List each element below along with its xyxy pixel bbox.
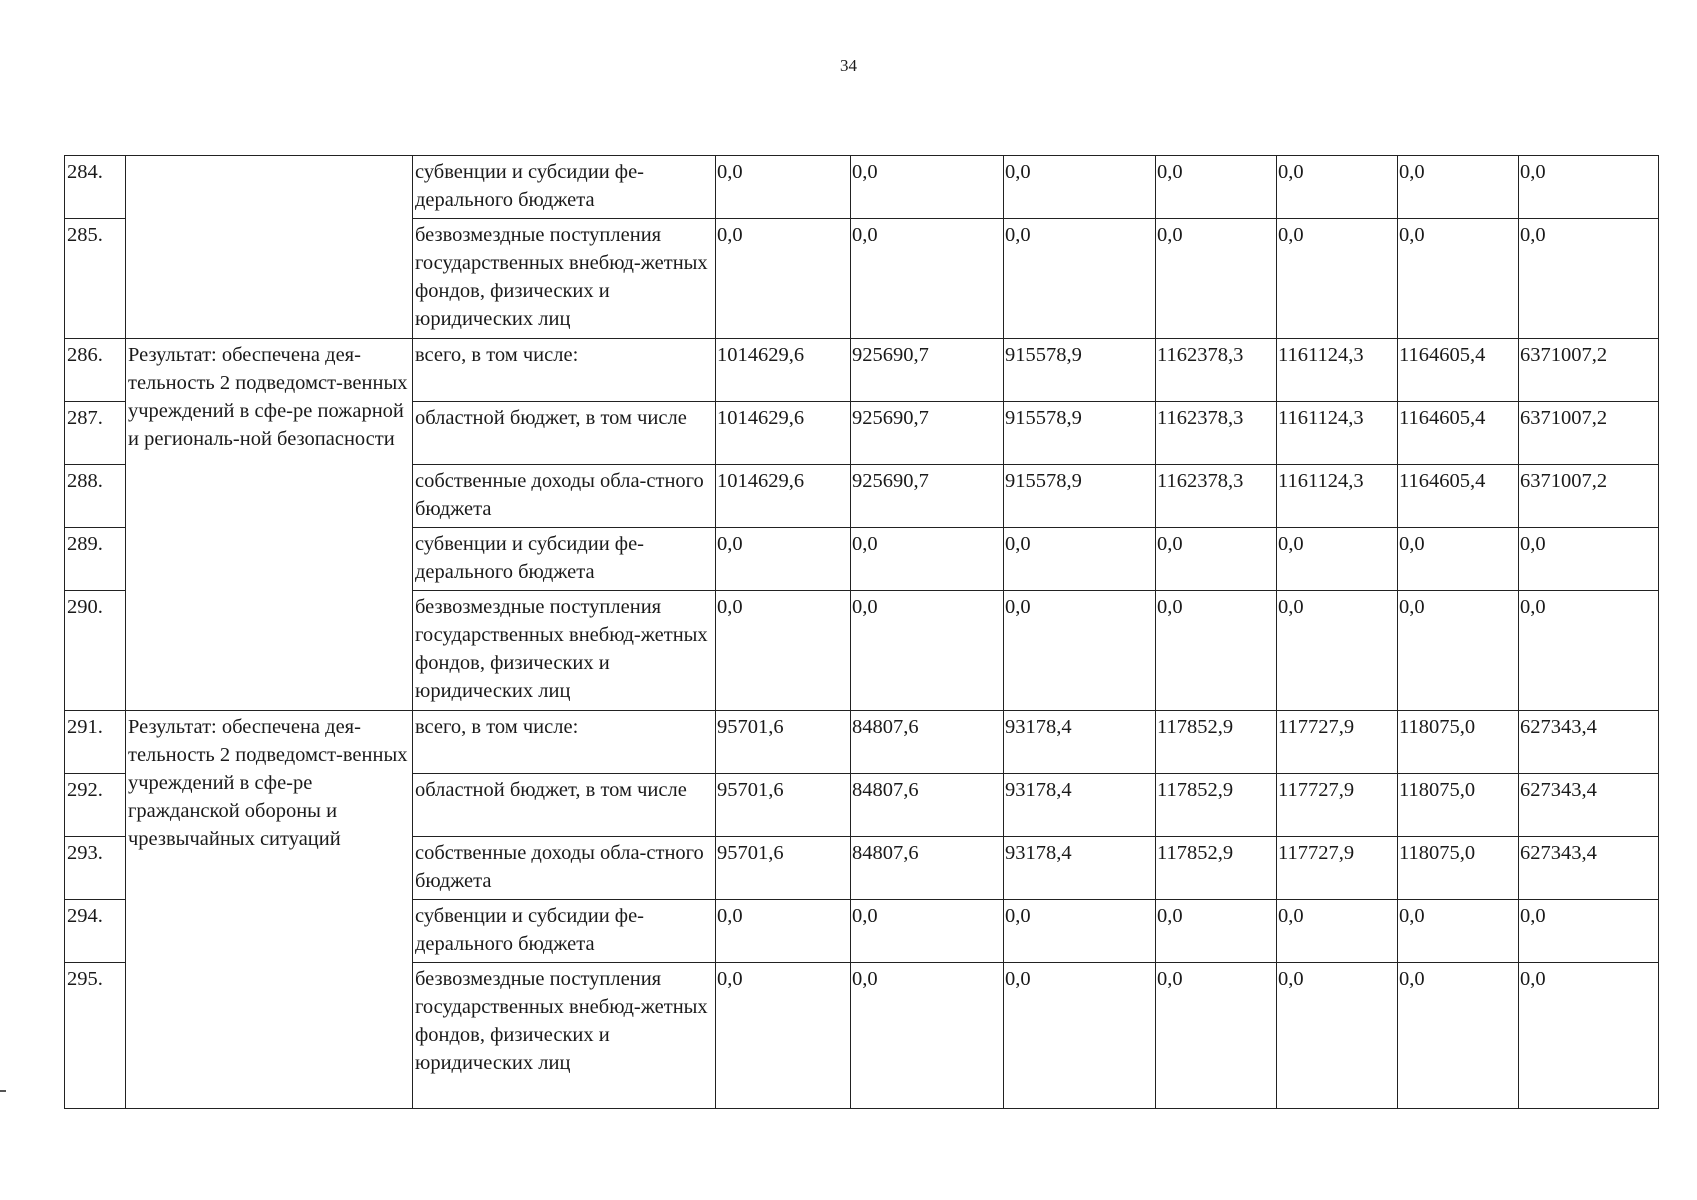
funding-source: всего, в том числе: xyxy=(413,339,716,402)
value-cell: 627343,4 xyxy=(1519,711,1659,774)
result-cell-empty xyxy=(126,156,413,339)
result-description: Результат: обеспечена дея-тельность 2 подведомст-венных учреждений в сфе-ре пожарной и региональ-ной безопасности xyxy=(126,339,413,711)
scan-margin-mark xyxy=(0,1090,6,1092)
value-cell: 925690,7 xyxy=(851,465,1004,528)
value-cell: 117727,9 xyxy=(1277,837,1398,900)
value-cell: 0,0 xyxy=(1004,900,1156,963)
value-cell: 0,0 xyxy=(1519,156,1659,219)
value-cell: 0,0 xyxy=(1277,528,1398,591)
value-cell: 0,0 xyxy=(716,963,851,1109)
value-cell: 0,0 xyxy=(851,156,1004,219)
value-cell: 117727,9 xyxy=(1277,774,1398,837)
value-cell: 0,0 xyxy=(1156,591,1277,711)
budget-table xyxy=(64,155,1659,1109)
value-cell: 1162378,3 xyxy=(1156,465,1277,528)
value-cell: 117727,9 xyxy=(1277,711,1398,774)
value-cell: 118075,0 xyxy=(1398,837,1519,900)
value-cell: 0,0 xyxy=(1277,219,1398,339)
funding-source: собственные доходы обла-стного бюджета xyxy=(413,465,716,528)
value-cell: 1164605,4 xyxy=(1398,402,1519,465)
funding-source: субвенции и субсидии фе-дерального бюджета xyxy=(413,900,716,963)
row-number: 287. xyxy=(65,402,126,465)
row-number: 292. xyxy=(65,774,126,837)
funding-source: безвозмездные поступления государственных внебюд-жетных фондов, физических и юридических лиц xyxy=(413,219,716,339)
funding-source: безвозмездные поступления государственных внебюд-жетных фондов, физических и юридических лиц xyxy=(413,963,716,1109)
value-cell: 0,0 xyxy=(1277,156,1398,219)
value-cell: 84807,6 xyxy=(851,774,1004,837)
value-cell: 627343,4 xyxy=(1519,837,1659,900)
value-cell: 0,0 xyxy=(1398,591,1519,711)
funding-source: всего, в том числе: xyxy=(413,711,716,774)
funding-source: областной бюджет, в том числе xyxy=(413,774,716,837)
value-cell: 0,0 xyxy=(716,219,851,339)
value-cell: 0,0 xyxy=(1004,219,1156,339)
value-cell: 0,0 xyxy=(1519,591,1659,711)
value-cell: 0,0 xyxy=(851,219,1004,339)
value-cell: 0,0 xyxy=(1398,963,1519,1109)
value-cell: 0,0 xyxy=(851,591,1004,711)
value-cell: 117852,9 xyxy=(1156,711,1277,774)
value-cell: 0,0 xyxy=(1156,219,1277,339)
value-cell: 1161124,3 xyxy=(1277,339,1398,402)
value-cell: 915578,9 xyxy=(1004,339,1156,402)
value-cell: 117852,9 xyxy=(1156,774,1277,837)
value-cell: 925690,7 xyxy=(851,339,1004,402)
result-description: Результат: обеспечена дея-тельность 2 подведомст-венных учреждений в сфе-ре гражданской обороны и чрезвычайных ситуаций xyxy=(126,711,413,1109)
value-cell: 0,0 xyxy=(1156,528,1277,591)
funding-source: безвозмездные поступления государственных внебюд-жетных фондов, физических и юридических лиц xyxy=(413,591,716,711)
value-cell: 0,0 xyxy=(1004,528,1156,591)
value-cell: 1164605,4 xyxy=(1398,339,1519,402)
page-number: 34 xyxy=(840,56,857,75)
value-cell: 117852,9 xyxy=(1156,837,1277,900)
value-cell: 1161124,3 xyxy=(1277,402,1398,465)
value-cell: 0,0 xyxy=(1398,528,1519,591)
value-cell: 1162378,3 xyxy=(1156,402,1277,465)
value-cell: 1014629,6 xyxy=(716,465,851,528)
row-number: 290. xyxy=(65,591,126,711)
value-cell: 84807,6 xyxy=(851,837,1004,900)
row-number: 284. xyxy=(65,156,126,219)
value-cell: 0,0 xyxy=(1277,591,1398,711)
value-cell: 0,0 xyxy=(851,900,1004,963)
funding-source: областной бюджет, в том числе xyxy=(413,402,716,465)
value-cell: 6371007,2 xyxy=(1519,465,1659,528)
value-cell: 0,0 xyxy=(1519,963,1659,1109)
row-number: 293. xyxy=(65,837,126,900)
value-cell: 0,0 xyxy=(1398,900,1519,963)
row-number: 295. xyxy=(65,963,126,1109)
value-cell: 6371007,2 xyxy=(1519,402,1659,465)
value-cell: 84807,6 xyxy=(851,711,1004,774)
value-cell: 1014629,6 xyxy=(716,339,851,402)
value-cell: 93178,4 xyxy=(1004,711,1156,774)
value-cell: 93178,4 xyxy=(1004,837,1156,900)
value-cell: 118075,0 xyxy=(1398,774,1519,837)
table-row xyxy=(65,156,1659,219)
value-cell: 0,0 xyxy=(1156,963,1277,1109)
value-cell: 0,0 xyxy=(851,528,1004,591)
value-cell: 0,0 xyxy=(716,156,851,219)
value-cell: 0,0 xyxy=(1156,900,1277,963)
row-number: 289. xyxy=(65,528,126,591)
value-cell: 0,0 xyxy=(1004,591,1156,711)
value-cell: 915578,9 xyxy=(1004,465,1156,528)
value-cell: 1014629,6 xyxy=(716,402,851,465)
value-cell: 118075,0 xyxy=(1398,711,1519,774)
value-cell: 95701,6 xyxy=(716,774,851,837)
value-cell: 0,0 xyxy=(1277,963,1398,1109)
value-cell: 0,0 xyxy=(1519,219,1659,339)
value-cell: 0,0 xyxy=(1156,156,1277,219)
table-row xyxy=(65,711,1659,774)
value-cell: 1164605,4 xyxy=(1398,465,1519,528)
value-cell: 95701,6 xyxy=(716,837,851,900)
row-number: 285. xyxy=(65,219,126,339)
value-cell: 6371007,2 xyxy=(1519,339,1659,402)
value-cell: 0,0 xyxy=(851,963,1004,1109)
value-cell: 0,0 xyxy=(716,900,851,963)
value-cell: 95701,6 xyxy=(716,711,851,774)
row-number: 294. xyxy=(65,900,126,963)
table-row xyxy=(65,339,1659,402)
value-cell: 0,0 xyxy=(1004,963,1156,1109)
funding-source: собственные доходы обла-стного бюджета xyxy=(413,837,716,900)
value-cell: 0,0 xyxy=(1519,528,1659,591)
value-cell: 925690,7 xyxy=(851,402,1004,465)
value-cell: 1162378,3 xyxy=(1156,339,1277,402)
value-cell: 0,0 xyxy=(1398,156,1519,219)
value-cell: 0,0 xyxy=(716,528,851,591)
value-cell: 93178,4 xyxy=(1004,774,1156,837)
row-number: 286. xyxy=(65,339,126,402)
value-cell: 0,0 xyxy=(1004,156,1156,219)
value-cell: 0,0 xyxy=(1519,900,1659,963)
funding-source: субвенции и субсидии фе-дерального бюджета xyxy=(413,156,716,219)
value-cell: 1161124,3 xyxy=(1277,465,1398,528)
value-cell: 0,0 xyxy=(1277,900,1398,963)
value-cell: 0,0 xyxy=(1398,219,1519,339)
value-cell: 627343,4 xyxy=(1519,774,1659,837)
funding-source: субвенции и субсидии фе-дерального бюджета xyxy=(413,528,716,591)
value-cell: 915578,9 xyxy=(1004,402,1156,465)
value-cell: 0,0 xyxy=(716,591,851,711)
row-number: 291. xyxy=(65,711,126,774)
row-number: 288. xyxy=(65,465,126,528)
